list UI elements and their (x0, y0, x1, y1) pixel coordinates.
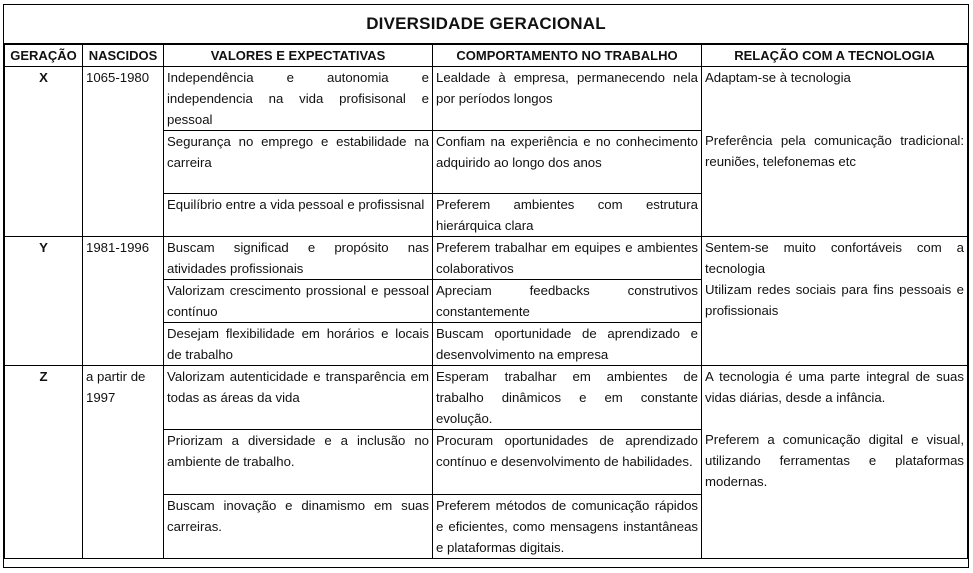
birth-range: a partir de 1997 (83, 366, 164, 559)
technology-text: Preferem a comunicação digital e visual, utilizando ferramentas e plataformas modernas. (705, 432, 964, 489)
table-title: DIVERSIDADE GERACIONAL (4, 5, 968, 44)
behavior-cell: Confiam na experiência e no conhecimento adquirido ao longo dos anos (433, 131, 702, 194)
header-nascidos: NASCIDOS (83, 45, 164, 67)
behavior-cell: Preferem ambientes com estrutura hierárquica clara (433, 194, 702, 237)
behavior-cell: Lealdade à empresa, permanecendo nela por períodos longos (433, 67, 702, 131)
birth-range: 1065-1980 (83, 67, 164, 237)
values-cell: Equilíbrio entre a vida pessoal e profissisnal (164, 194, 433, 237)
generation-name: Z (5, 366, 83, 559)
technology-cell (702, 67, 968, 237)
behavior-cell: Preferem métodos de comunicação rápidos e eficientes, como mensagens instantâneas e plataformas digitais. (433, 495, 702, 559)
values-cell: Buscam significad e propósito nas atividades profissionais (164, 237, 433, 280)
generation-name: Y (5, 237, 83, 366)
technology-text: Preferência pela comunicação tradicional: reuniões, telefonemas etc (705, 133, 964, 169)
technology-cell (702, 366, 968, 559)
values-cell: Buscam inovação e dinamismo em suas carreiras. (164, 495, 433, 559)
header-tecnologia: RELAÇÃO COM A TECNOLOGIA (702, 45, 968, 67)
table-row (5, 237, 968, 280)
generations-table (4, 44, 968, 559)
values-cell: Independência e autonomia e independencia na vida profisisonal e pessoal (164, 67, 433, 131)
behavior-cell: Apreciam feedbacks construtivos constantemente (433, 280, 702, 323)
values-cell: Priorizam a diversidade e a inclusão no ambiente de trabalho. (164, 430, 433, 495)
technology-text: A tecnologia é uma parte integral de suas vidas diárias, desde a infância. (705, 369, 964, 405)
behavior-cell: Preferem trabalhar em equipes e ambientes colaborativos (433, 237, 702, 280)
behavior-cell: Esperam trabalhar em ambientes de trabalho dinâmicos e em constante evolução. (433, 366, 702, 430)
birth-range: 1981-1996 (83, 237, 164, 366)
technology-text: Sentem-se muito confortáveis com a tecnologia (705, 240, 964, 276)
values-cell: Desejam flexibilidade em horários e locais de trabalho (164, 323, 433, 366)
header-geracao: GERAÇÃO (5, 45, 83, 67)
values-cell: Segurança no emprego e estabilidade na carreira (164, 131, 433, 194)
behavior-cell: Procuram oportunidades de aprendizado contínuo e desenvolvimento de habilidades. (433, 430, 702, 495)
technology-text: Utilizam redes sociais para fins pessoais e profissionais (705, 282, 964, 318)
values-cell: Valorizam autenticidade e transparência em todas as áreas da vida (164, 366, 433, 430)
values-cell: Valorizam crescimento prossional e pessoal contínuo (164, 280, 433, 323)
technology-cell (702, 237, 968, 366)
table-row (5, 67, 968, 131)
technology-text: Adaptam-se à tecnologia (705, 70, 851, 85)
generation-name: X (5, 67, 83, 237)
table-row (5, 366, 968, 430)
document-frame (3, 4, 969, 568)
header-comportamento: COMPORTAMENTO NO TRABALHO (433, 45, 702, 67)
header-row (5, 45, 968, 67)
behavior-cell: Buscam oportunidade de aprendizado e desenvolvimento na empresa (433, 323, 702, 366)
header-valores: VALORES E EXPECTATIVAS (164, 45, 433, 67)
